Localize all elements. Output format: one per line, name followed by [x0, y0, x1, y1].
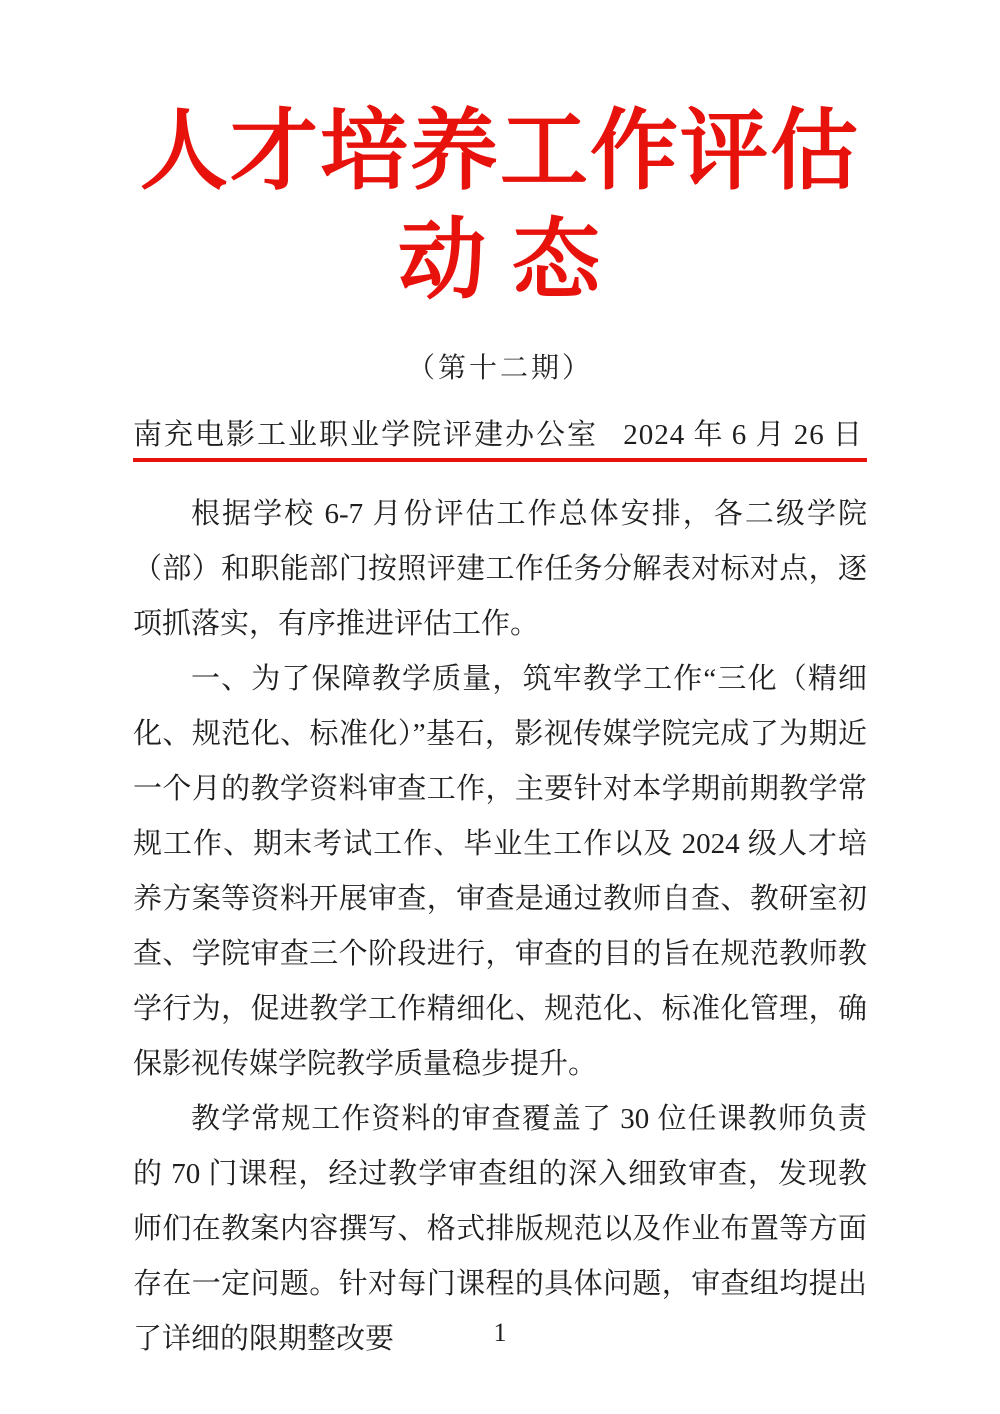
title-line-2: 动 态: [397, 213, 602, 311]
page-number: 1: [493, 1318, 507, 1347]
publication-date: 2024 年 6 月 26 日: [623, 419, 863, 452]
paragraph-2: 一、为了保障教学质量，筑牢教学工作“三化（精细化、规范化、标准化）”基石，影视传媒学院完成了为期近一个月的教学资料审查工作，主要针对本学期前期教学常规工作、期末考试工作、毕业生工作以及 2024 级人才培养方案等资料开展审查，审查是通过教师自查、教研室初查、学院审查三个阶段进行，审查的目的旨在规范教师教学行为，促进教学工作精细化、规范化、标准化管理，确保影视传媒学院教学质量稳步提升。: [133, 663, 867, 1081]
publication-info-row: [133, 412, 867, 453]
publishing-office: 南充电影工业职业学院评建办公室: [133, 419, 599, 452]
paragraph-3: 教学常规工作资料的审查覆盖了 30 位任课教师负责的 70 门课程，经过教学审查组的深入细致审查，发现教师们在教案内容撰写、格式排版规范以及作业布置等方面存在一定问题。针对每门课程的具体问题，审查组均提出了详细的限期整改要: [133, 1103, 867, 1356]
page-footer: [0, 1318, 1000, 1348]
masthead: [0, 0, 1000, 462]
document-title: [0, 0, 1000, 316]
document-body: [133, 487, 867, 1367]
title-line-1: 人才培养工作评估: [139, 104, 860, 201]
paragraph-1: 根据学校 6-7 月份评估工作总体安排，各二级学院（部）和职能部门按照评建工作任务分解表对标对点，逐项抓落实，有序推进评估工作。: [133, 498, 867, 641]
red-divider-rule: [133, 458, 867, 462]
issue-number: （第十二期）: [406, 353, 593, 385]
